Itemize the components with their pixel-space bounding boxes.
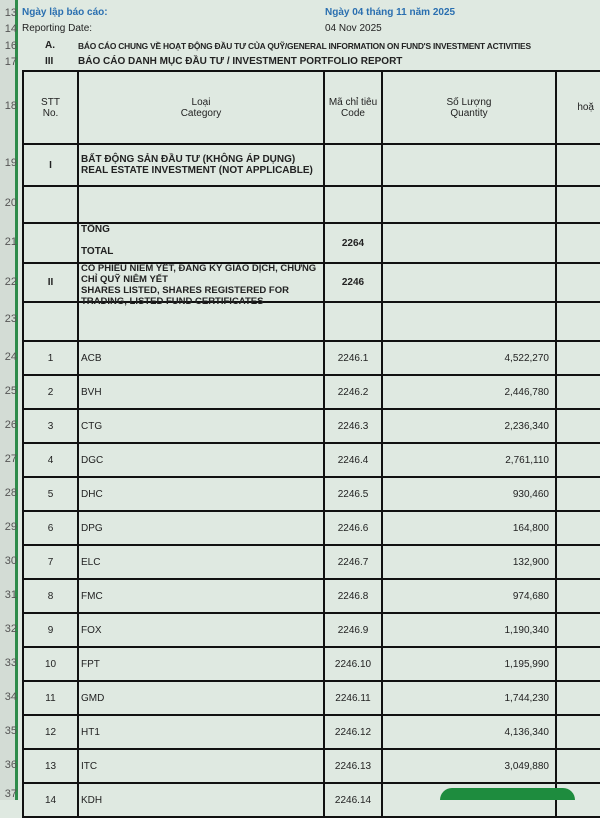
cell-quantity[interactable]: 2,761,110	[382, 443, 556, 477]
cell-quantity[interactable]	[382, 144, 556, 186]
cell-category[interactable]: TỔNG TOTAL	[78, 223, 324, 263]
report-date-en: 04 Nov 2025	[325, 23, 382, 34]
row-number[interactable]: 17	[4, 56, 17, 68]
row-header-column	[0, 0, 18, 800]
cell-next[interactable]	[556, 749, 600, 783]
cell-code[interactable]: 2246.1	[324, 341, 382, 375]
cell-stt[interactable]: 13	[23, 749, 78, 783]
cell-quantity[interactable]: 2,236,340	[382, 409, 556, 443]
cell-next[interactable]	[556, 715, 600, 749]
cell-next[interactable]	[556, 341, 600, 375]
cell-next[interactable]	[556, 443, 600, 477]
cell-category[interactable]: FOX	[78, 613, 324, 647]
cell-stt[interactable]	[23, 223, 78, 263]
cell-code[interactable]: 2246.14	[324, 783, 382, 817]
cell-stt[interactable]: 12	[23, 715, 78, 749]
cell-quantity[interactable]: 3,049,880	[382, 749, 556, 783]
section-row-listed-shares[interactable]	[23, 263, 600, 302]
row-number[interactable]: 29	[4, 521, 17, 533]
cell-next[interactable]	[556, 375, 600, 409]
row-number[interactable]: 24	[4, 351, 17, 363]
cell-code[interactable]: 2246.2	[324, 375, 382, 409]
row-number[interactable]: 19	[4, 157, 17, 169]
row-number[interactable]: 14	[4, 23, 17, 35]
cell-next[interactable]	[556, 579, 600, 613]
cell-stt[interactable]: 9	[23, 613, 78, 647]
cell-category[interactable]: DPG	[78, 511, 324, 545]
total-row[interactable]	[23, 223, 600, 263]
cell-category[interactable]: ITC	[78, 749, 324, 783]
table-row[interactable]	[23, 715, 600, 749]
cell-next[interactable]	[556, 144, 600, 186]
cell-category[interactable]: ACB	[78, 341, 324, 375]
header-next: hoặ	[556, 71, 600, 144]
cell-code[interactable]: 2246.7	[324, 545, 382, 579]
section-iii-number: III	[45, 56, 54, 67]
empty-row[interactable]	[23, 302, 600, 341]
cell-stt[interactable]: 7	[23, 545, 78, 579]
cell-stt[interactable]: I	[23, 144, 78, 186]
table-row[interactable]	[23, 443, 600, 477]
cell-code[interactable]: 2246.11	[324, 681, 382, 715]
table-row[interactable]	[23, 749, 600, 783]
cell-quantity[interactable]: 132,900	[382, 545, 556, 579]
table-row[interactable]	[23, 681, 600, 715]
cell-code[interactable]: 2246	[324, 263, 382, 302]
cell-quantity[interactable]	[382, 223, 556, 263]
section-a-number: A.	[45, 40, 55, 51]
cell-code[interactable]: 2246.4	[324, 443, 382, 477]
cell-code[interactable]: 2246.6	[324, 511, 382, 545]
cell-next[interactable]	[556, 681, 600, 715]
cell-code[interactable]: 2246.8	[324, 579, 382, 613]
floating-action-button[interactable]	[440, 788, 575, 800]
cell-quantity[interactable]: 1,744,230	[382, 681, 556, 715]
cell-category[interactable]: HT1	[78, 715, 324, 749]
row-number[interactable]: 18	[4, 100, 17, 112]
cell-category[interactable]: KDH	[78, 783, 324, 817]
row-number[interactable]: 22	[4, 276, 17, 288]
cell-category[interactable]: GMD	[78, 681, 324, 715]
cell-stt[interactable]: 3	[23, 409, 78, 443]
cell-quantity[interactable]: 4,522,270	[382, 341, 556, 375]
section-a-title: BÁO CÁO CHUNG VỀ HOẠT ĐỘNG ĐẦU TƯ CỦA QUỸ/GENERAL INFORMATION ON FUND'S INVESTMENT ACTIVITIES	[78, 41, 531, 51]
portfolio-table	[22, 70, 600, 818]
cell-category[interactable]: BẤT ĐỘNG SẢN ĐẦU TƯ (KHÔNG ÁP DỤNG) REAL ESTATE INVESTMENT (NOT APPLICABLE)	[78, 144, 324, 186]
cell-quantity[interactable]: 2,446,780	[382, 375, 556, 409]
empty-row[interactable]	[23, 186, 600, 223]
cell-quantity[interactable]: 4,136,340	[382, 715, 556, 749]
cell-stt[interactable]: 4	[23, 443, 78, 477]
cell-next[interactable]	[556, 477, 600, 511]
row-number[interactable]: 33	[4, 657, 17, 669]
cell-stt[interactable]: 5	[23, 477, 78, 511]
header-stt: STT No.	[23, 71, 78, 144]
row-number[interactable]: 27	[4, 453, 17, 465]
cell-quantity[interactable]: 930,460	[382, 477, 556, 511]
row-number[interactable]: 20	[4, 197, 17, 209]
row-number[interactable]: 37	[4, 788, 17, 800]
row-number[interactable]: 21	[4, 236, 17, 248]
cell-quantity[interactable]: 164,800	[382, 511, 556, 545]
cell-code[interactable]: 2246.12	[324, 715, 382, 749]
cell-stt[interactable]: 11	[23, 681, 78, 715]
table-row[interactable]	[23, 579, 600, 613]
cell-category[interactable]: CTG	[78, 409, 324, 443]
cell-category[interactable]: FPT	[78, 647, 324, 681]
table-row[interactable]	[23, 545, 600, 579]
row-number[interactable]: 35	[4, 725, 17, 737]
cell-category[interactable]: CỔ PHIẾU NIÊM YẾT, ĐĂNG KÝ GIAO DỊCH, CHỨNG CHỈ QUỸ NIÊM YẾT SHARES LISTED, SHARES REGISTERED FOR TRADING, LISTED FUND CERTIFICATES	[78, 263, 324, 302]
cell-category[interactable]: DGC	[78, 443, 324, 477]
section-iii-title: BÁO CÁO DANH MỤC ĐẦU TƯ / INVESTMENT PORTFOLIO REPORT	[78, 56, 403, 67]
cell-next[interactable]	[556, 409, 600, 443]
header-code: Mã chỉ tiêu Code	[324, 71, 382, 144]
cell-code[interactable]: 2246.5	[324, 477, 382, 511]
row-number[interactable]: 36	[4, 759, 17, 771]
report-date-label-vi: Ngày lập báo cáo:	[22, 7, 108, 18]
table-row[interactable]	[23, 341, 600, 375]
cell-code[interactable]	[324, 144, 382, 186]
cell-next[interactable]	[556, 647, 600, 681]
cell-stt[interactable]: II	[23, 263, 78, 302]
cell-category[interactable]: FMC	[78, 579, 324, 613]
row-number[interactable]: 13	[4, 7, 17, 19]
row-number[interactable]: 31	[4, 589, 17, 601]
table-row[interactable]	[23, 375, 600, 409]
row-number[interactable]: 28	[4, 487, 17, 499]
row-number[interactable]: 25	[4, 385, 17, 397]
cell-category[interactable]: BVH	[78, 375, 324, 409]
cell-code[interactable]: 2246.9	[324, 613, 382, 647]
table-row[interactable]	[23, 409, 600, 443]
cell-next[interactable]	[556, 511, 600, 545]
row-number[interactable]: 30	[4, 555, 17, 567]
header-category: Loại Category	[78, 71, 324, 144]
cell-quantity[interactable]	[382, 263, 556, 302]
report-date-label-en: Reporting Date:	[22, 23, 93, 34]
cell-stt[interactable]: 2	[23, 375, 78, 409]
row-number[interactable]: 32	[4, 623, 17, 635]
cell-code[interactable]: 2246.10	[324, 647, 382, 681]
section-row-real-estate[interactable]	[23, 144, 600, 186]
row-number[interactable]: 26	[4, 419, 17, 431]
table-row[interactable]	[23, 477, 600, 511]
cell-stt[interactable]: 10	[23, 647, 78, 681]
cell-code[interactable]: 2246.13	[324, 749, 382, 783]
row-number[interactable]: 23	[4, 313, 17, 325]
cell-quantity[interactable]: 1,190,340	[382, 613, 556, 647]
row-number[interactable]: 16	[4, 40, 17, 52]
table-row[interactable]	[23, 511, 600, 545]
cell-stt[interactable]: 14	[23, 783, 78, 817]
cell-category[interactable]: DHC	[78, 477, 324, 511]
cell-stt[interactable]: 1	[23, 341, 78, 375]
table-row[interactable]	[23, 613, 600, 647]
table-header-row	[23, 71, 600, 144]
cell-code[interactable]: 2264	[324, 223, 382, 263]
cell-quantity[interactable]: 1,195,990	[382, 647, 556, 681]
cell-stt[interactable]: 8	[23, 579, 78, 613]
cell-code[interactable]: 2246.3	[324, 409, 382, 443]
table-row[interactable]	[23, 647, 600, 681]
cell-category[interactable]: ELC	[78, 545, 324, 579]
cell-next[interactable]	[556, 613, 600, 647]
cell-stt[interactable]: 6	[23, 511, 78, 545]
header-quantity: Số Lượng Quantity	[382, 71, 556, 144]
row-number[interactable]: 34	[4, 691, 17, 703]
cell-next[interactable]	[556, 545, 600, 579]
report-date-vi: Ngày 04 tháng 11 năm 2025	[325, 7, 456, 18]
cell-quantity[interactable]: 974,680	[382, 579, 556, 613]
